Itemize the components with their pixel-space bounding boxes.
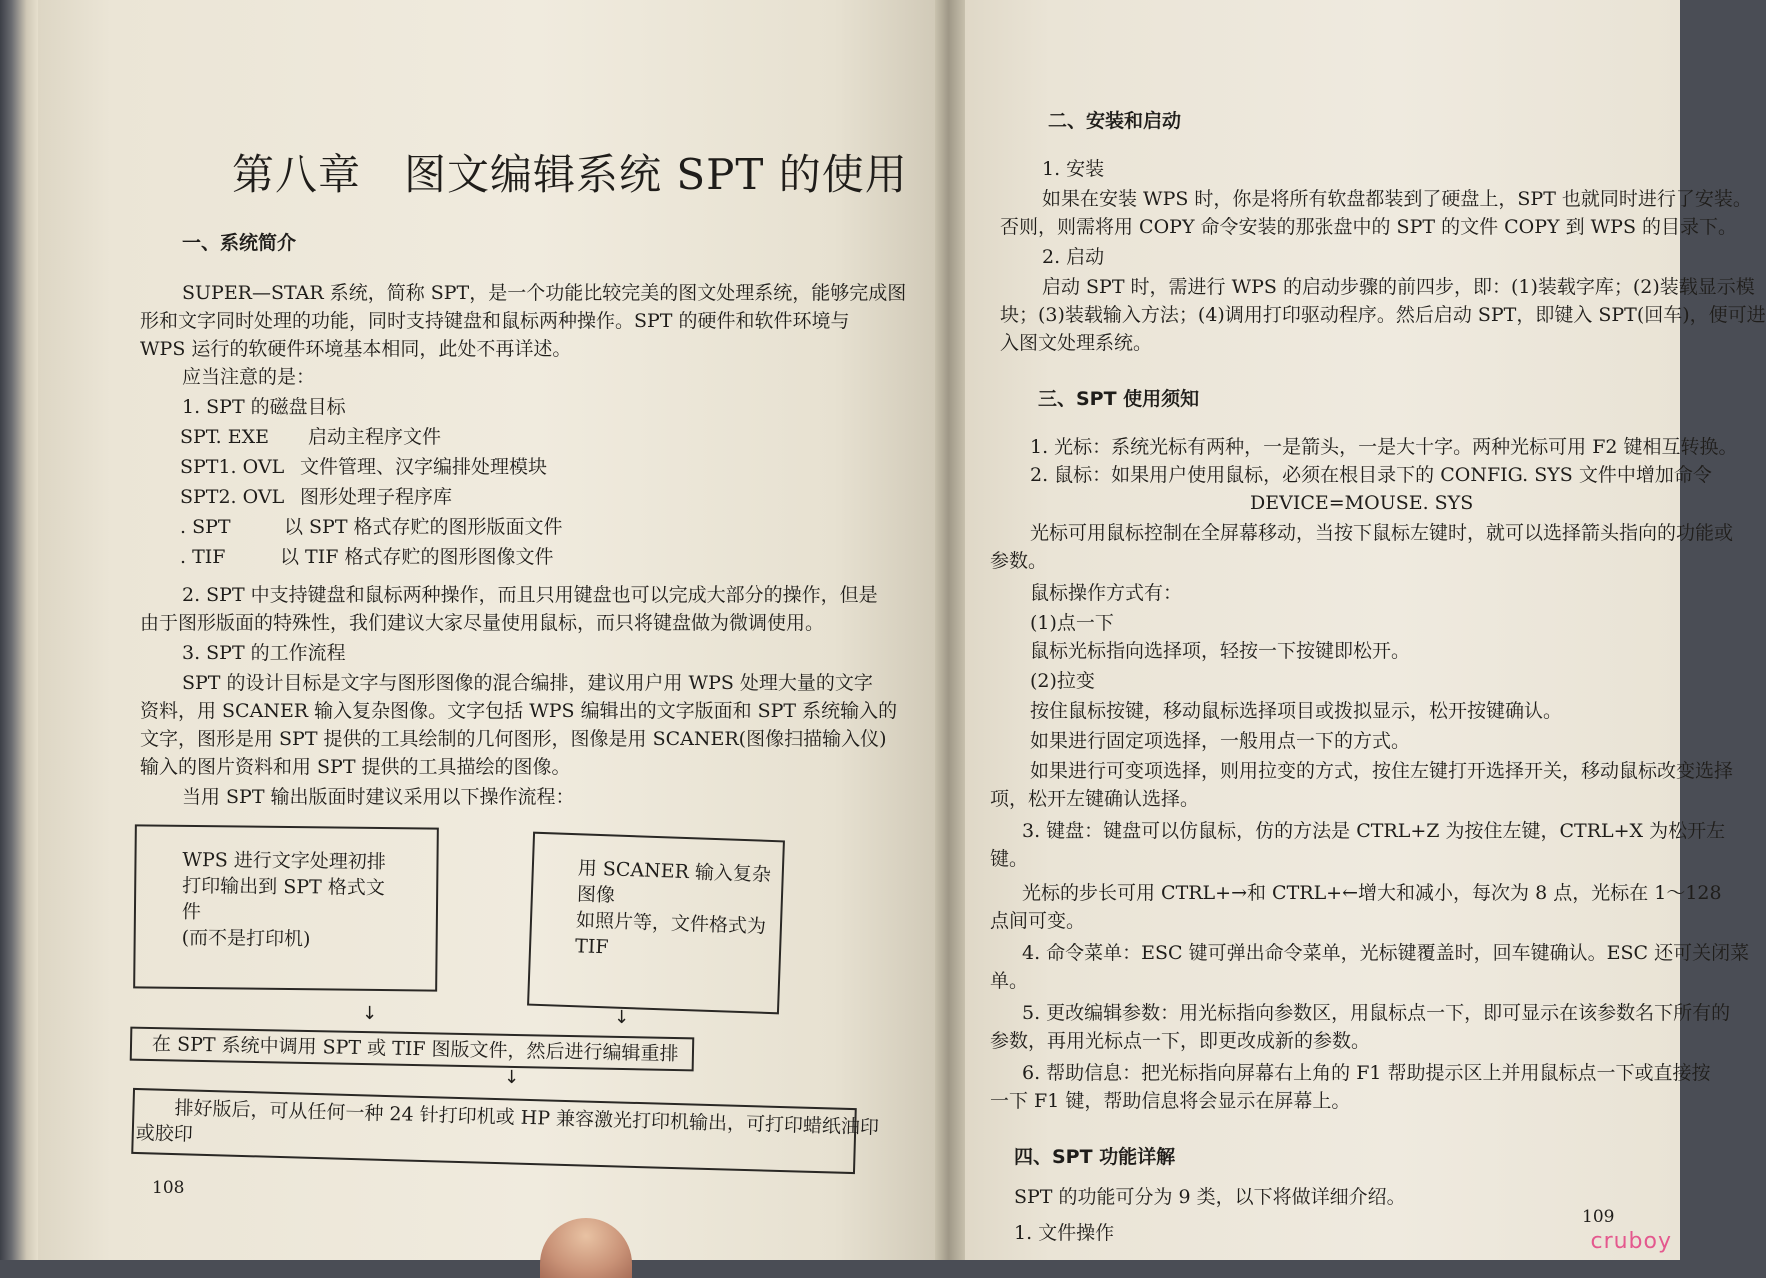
flow-box-line: 打印输出到 SPT 格式文 (182, 874, 385, 900)
paragraph-line: 鼠标操作方式有： (1030, 582, 1183, 604)
paragraph-line: 鼠标光标指向选择项，轻按一下按键即松开。 (1030, 640, 1411, 662)
file-desc: 文件管理、汉字编排处理模块 (300, 456, 548, 478)
paragraph-line: 输入的图片资料和用 SPT 提供的工具描绘的图像。 (140, 756, 571, 778)
flow-box-line: 件 (181, 900, 202, 924)
paragraph-line: 形和文字同时处理的功能，同时支持键盘和鼠标两种操作。SPT 的硬件和软件环境与 (140, 310, 850, 332)
section-heading-install: 二、安装和启动 (1048, 110, 1182, 132)
flow-box-line: 图像 (576, 883, 616, 907)
flow-box-line: 排好版后，可从任何一种 24 针打印机或 HP 兼容激光打印机输出，可打印蜡纸油印 (174, 1097, 880, 1139)
paragraph-line: 资料，用 SCANER 输入复杂图像。文字包括 WPS 编辑出的文字版面和 SPT 系统输入的 (140, 700, 898, 722)
item-heading: 1. 文件操作 (1014, 1222, 1115, 1244)
book-edge (0, 0, 38, 1260)
paragraph-line: 5. 更改编辑参数：用光标指向参数区，用鼠标点一下，即可显示在该参数名下所有的 (1022, 1002, 1731, 1024)
paragraph-line: 光标的步长可用 CTRL+→和 CTRL+←增大和减小，每次为 8 点，光标在 1～128 (1022, 882, 1722, 904)
paragraph-line: 参数，再用光标点一下，即更改成新的参数。 (990, 1030, 1371, 1052)
paragraph-line: 3. 键盘：键盘可以仿鼠标，仿的方法是 CTRL+Z 为按住左键，CTRL+X 为松开左 (1022, 820, 1726, 842)
paragraph-line: WPS 运行的软硬件环境基本相同，此处不再详述。 (140, 338, 572, 360)
flow-box-wps (133, 824, 439, 991)
paragraph-line: 单。 (990, 970, 1029, 992)
flow-box-line: WPS 进行文字处理初排 (182, 848, 386, 874)
paragraph-line: 2. 鼠标：如果用户使用鼠标，必须在根目录下的 CONFIG. SYS 文件中增加命令 (1030, 464, 1712, 486)
file-name: . TIF (180, 546, 226, 568)
book-gutter (935, 0, 965, 1260)
paragraph-line: 由于图形版面的特殊性，我们建议大家尽量使用鼠标，而只将键盘做为微调使用。 (140, 612, 825, 634)
file-desc: 以 SPT 格式存贮的图形版面文件 (284, 516, 563, 538)
paragraph-line: 4. 命令菜单：ESC 键可弹出命令菜单，光标键覆盖时，回车键确认。ESC 还可关闭菜 (1022, 942, 1750, 964)
flow-box-line: 在 SPT 系统中调用 SPT 或 TIF 图版文件，然后进行编辑重排 (151, 1033, 679, 1066)
file-desc: 启动主程序文件 (308, 426, 442, 448)
page-number-right: 109 (1582, 1207, 1615, 1227)
paragraph-line: (2)拉变 (1030, 670, 1095, 692)
item-heading: 1. 安装 (1042, 158, 1105, 180)
section-heading-overview: 一、系统简介 (182, 232, 297, 254)
paragraph-line: 光标可用鼠标控制在全屏幕移动，当按下鼠标左键时，就可以选择箭头指向的功能或 (1030, 522, 1734, 544)
file-name: SPT2. OVL (180, 486, 285, 508)
flow-box-line: 用 SCANER 输入复杂 (577, 857, 772, 886)
paragraph-line: 按住鼠标按键，移动鼠标选择项目或拨拟显示，松开按键确认。 (1030, 700, 1563, 722)
flow-arrow-icon: ↓ (614, 1007, 630, 1028)
item-heading: 3. SPT 的工作流程 (182, 642, 346, 664)
paragraph-line: 6. 帮助信息：把光标指向屏幕右上角的 F1 帮助提示区上并用鼠标点一下或直接按 (1022, 1062, 1711, 1084)
paragraph-line: 一下 F1 键，帮助信息将会显示在屏幕上。 (990, 1090, 1351, 1112)
section-heading-functions: 四、SPT 功能详解 (1014, 1146, 1176, 1168)
paragraph-line: SPT 的设计目标是文字与图形图像的混合编排，建议用户用 WPS 处理大量的文字 (182, 672, 873, 694)
paragraph-line: (1)点一下 (1030, 612, 1114, 634)
flow-arrow-icon: ↓ (362, 1003, 378, 1024)
flow-box-line: 或胶印 (135, 1122, 194, 1146)
paragraph-line: 否则，则需将用 COPY 命令安装的那张盘中的 SPT 的文件 COPY 到 WPS 的目录下。 (1000, 216, 1738, 238)
watermark: cruboy (1590, 1229, 1672, 1254)
paragraph-line: 如果进行固定项选择，一般用点一下的方式。 (1030, 730, 1411, 752)
file-desc: 以 TIF 格式存贮的图形图像文件 (280, 546, 554, 568)
paragraph-line: 参数。 (990, 550, 1048, 572)
paragraph-line: SUPER—STAR 系统，简称 SPT，是一个功能比较完美的图文处理系统，能够完成图 (182, 282, 907, 304)
paragraph-line: 如果进行可变项选择，则用拉变的方式，按住左键打开选择开关，移动鼠标改变选择 (1030, 760, 1734, 782)
flow-arrow-icon: ↓ (504, 1067, 520, 1088)
item-heading: 2. 启动 (1042, 246, 1105, 268)
paragraph-line: 如果在安装 WPS 时，你是将所有软盘都装到了硬盘上，SPT 也就同时进行了安装。 (1042, 188, 1752, 210)
paragraph-line: 应当注意的是： (182, 366, 316, 388)
section-heading-notes: 三、SPT 使用须知 (1038, 388, 1200, 410)
item-heading: 1. SPT 的磁盘目标 (182, 396, 346, 418)
paragraph-line: 入图文处理系统。 (1000, 332, 1153, 354)
flow-box-line: 如照片等，文件格式为 (575, 909, 767, 938)
file-name: . SPT (180, 516, 231, 538)
paragraph-line: 键。 (990, 848, 1029, 870)
paragraph-line: 项，松开左键确认选择。 (990, 788, 1200, 810)
paragraph-line: 文字，图形是用 SPT 提供的工具绘制的几何图形，图像是用 SCANER(图像扫描输入仪) (140, 728, 887, 750)
file-name: SPT. EXE (180, 426, 270, 448)
paragraph-line: 当用 SPT 输出版面时建议采用以下操作流程： (182, 786, 575, 808)
flow-box-line: (而不是打印机) (181, 926, 311, 951)
paragraph-line: SPT 的功能可分为 9 类，以下将做详细介绍。 (1014, 1186, 1406, 1208)
flow-box-scaner (527, 832, 785, 1015)
paragraph-line: 启动 SPT 时，需进行 WPS 的启动步骤的前四步，即：(1)装载字库；(2)装载显示模 (1042, 276, 1755, 298)
chapter-title: 第八章 图文编辑系统 SPT 的使用 (232, 150, 908, 199)
paragraph-line: 2. SPT 中支持键盘和鼠标两种操作，而且只用键盘也可以完成大部分的操作，但是 (182, 584, 878, 606)
paragraph-line: 1. 光标：系统光标有两种，一是箭头，一是大十字。两种光标可用 F2 键相互转换。 (1030, 436, 1738, 458)
file-desc: 图形处理子程序库 (300, 486, 453, 508)
paragraph-line: 块；(3)装载输入方法；(4)调用打印驱动程序。然后启动 SPT，即键入 SPT(回车)，便可进 (1000, 304, 1766, 326)
file-name: SPT1. OVL (180, 456, 285, 478)
flow-box-line: TIF (574, 935, 609, 959)
code-line: DEVICE=MOUSE. SYS (1250, 492, 1474, 514)
paragraph-line: 点间可变。 (990, 910, 1086, 932)
page-number-left: 108 (152, 1178, 185, 1198)
